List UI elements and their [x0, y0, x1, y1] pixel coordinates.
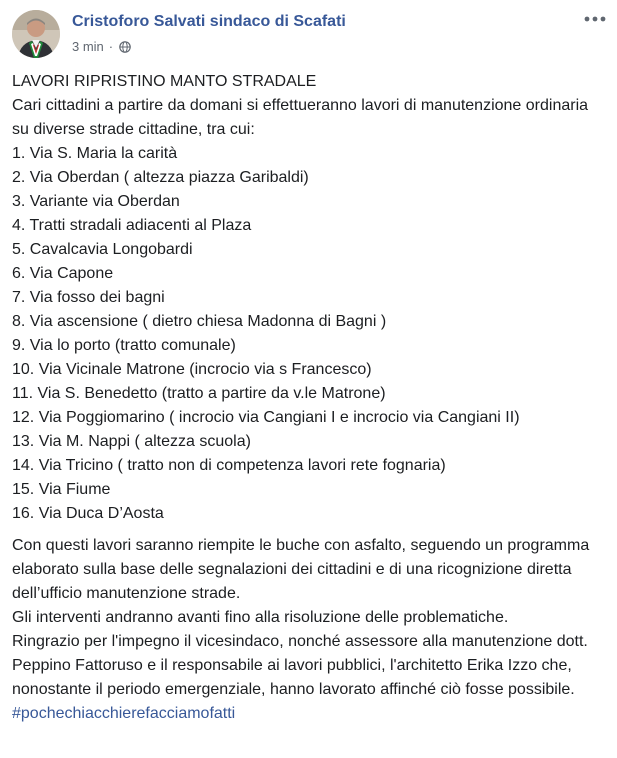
street-list-item: 1. Via S. Maria la carità: [12, 145, 178, 162]
street-list-item: 8. Via ascensione ( dietro chiesa Madonna di Bagni ): [12, 313, 387, 330]
street-list-item: 2. Via Oberdan ( altezza piazza Garibaldi): [12, 169, 309, 186]
meta-separator: ·: [108, 39, 114, 54]
avatar-portrait-icon: [12, 10, 60, 58]
street-list-item: 4. Tratti stradali adiacenti al Plaza: [12, 217, 252, 234]
post-intro: Cari cittadini a partire da domani si effettueranno lavori di manutenzione ordinaria su diverse strade cittadine, tra cui:: [12, 97, 589, 138]
post-meta: [72, 39, 131, 54]
street-list-item: 13. Via M. Nappi ( altezza scuola): [12, 433, 251, 450]
post-paragraph-3: Ringrazio per l'impegno il vicesindaco, nonché assessore alla manutenzione dott. Peppino Fattoruso e il responsabile ai lavori pubblici, l'architetto Erika Izzo che, nonostante il periodo emergenziale, hanno lavorato affinché ciò fosse possibile.: [12, 633, 588, 698]
post-message: [12, 70, 607, 726]
author-avatar[interactable]: [12, 10, 60, 58]
street-list-item: 14. Via Tricino ( tratto non di competenza lavori rete fognaria): [12, 457, 446, 474]
author-name-link[interactable]: Cristoforo Salvati sindaco di Scafati: [72, 13, 346, 30]
post-paragraph-1: Con questi lavori saranno riempite le buche con asfalto, seguendo un programma elaborato sulla base delle segnalazioni dei cittadini e di una ricognizione diretta dell’ufficio manutenzione strade.: [12, 537, 590, 602]
street-list: [12, 142, 607, 526]
post-header: [12, 10, 607, 60]
post-paragraph-2: Gli interventi andranno avanti fino alla risoluzione delle problematiche.: [12, 609, 509, 626]
globe-icon[interactable]: [119, 41, 131, 53]
more-options-icon[interactable]: [583, 10, 607, 28]
street-list-item: 9. Via lo porto (tratto comunale): [12, 337, 236, 354]
street-list-item: 3. Variante via Oberdan: [12, 193, 180, 210]
street-list-item: 5. Cavalcavia Longobardi: [12, 241, 193, 258]
street-list-item: 11. Via S. Benedetto (tratto a partire da v.le Matrone): [12, 385, 386, 402]
post-title: LAVORI RIPRISTINO MANTO STRADALE: [12, 73, 317, 90]
street-list-item: 16. Via Duca D’Aosta: [12, 505, 164, 522]
hashtag-link[interactable]: #pochechiacchierefacciamofatti: [12, 705, 236, 722]
post-timestamp[interactable]: 3 min: [72, 39, 104, 54]
street-list-item: 10. Via Vicinale Matrone (incrocio via s Francesco): [12, 361, 372, 378]
street-list-item: 12. Via Poggiomarino ( incrocio via Cangiani I e incrocio via Cangiani II): [12, 409, 520, 426]
street-list-item: 7. Via fosso dei bagni: [12, 289, 165, 306]
street-list-item: 6. Via Capone: [12, 265, 114, 282]
street-list-item: 15. Via Fiume: [12, 481, 111, 498]
